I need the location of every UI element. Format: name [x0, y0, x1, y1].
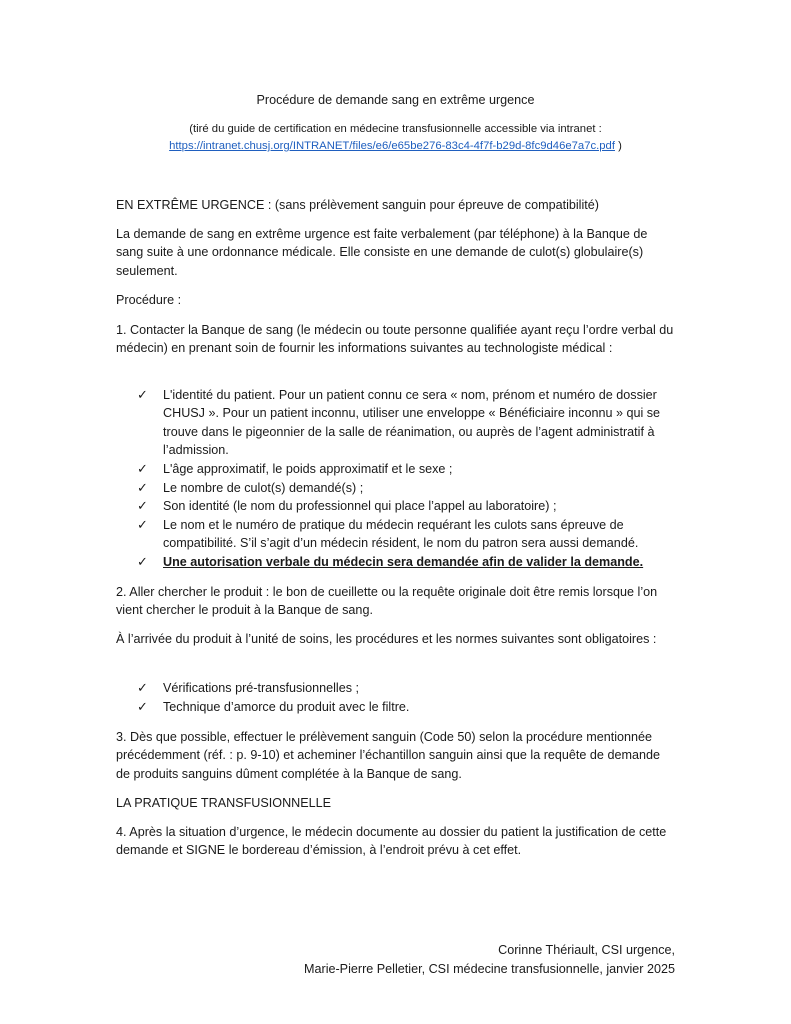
- check-icon: ✓: [137, 699, 148, 714]
- check-icon: ✓: [137, 387, 148, 402]
- source-close: ): [614, 140, 622, 152]
- intranet-link[interactable]: https://intranet.chusj.org/INTRANET/files/e6/e65be276-83c4-4f7f-b29d-8fc9d46e7a7c.pdf: [169, 140, 615, 152]
- step-2-paragraph: 2. Aller chercher le produit : le bon de cueillette ou la requête originale doit être remis lorsque l’on vient chercher le produit à la Banque de sang.: [116, 585, 658, 618]
- source-link-line: [0, 140, 791, 152]
- list-item-age-weight: L'âge approximatif, le poids approximatif et le sexe ;: [163, 462, 453, 476]
- list-item-caller-identity: Son identité (le nom du professionnel qui place l’appel au laboratoire) ;: [163, 499, 557, 513]
- list-item-patient-identity: L'identité du patient. Pour un patient connu ce sera « nom, prénom et numéro de dossier CHUSJ ». Pour un patient inconnu, utiliser une enveloppe « Bénéficiaire inconnu » qui se trouve dans le pigeonnier de la salle de réanimation, ou auprès de l’agent administratif à l’admission.: [163, 388, 661, 457]
- step-4-paragraph: 4. Après la situation d’urgence, le médecin documente au dossier du patient la justification de cette demande et SIGNE le bordereau d’émission, à l’endroit prévu à cet effet.: [116, 825, 667, 858]
- section-heading-extreme-urgency: EN EXTRÊME URGENCE : (sans prélèvement sanguin pour épreuve de compatibilité): [116, 198, 599, 212]
- list-item-physician-info: Le nom et le numéro de pratique du médecin requérant les culots sans épreuve de compatibilité. S’il s’agit d’un médecin résident, le nom du patron sera aussi demandé.: [163, 518, 639, 551]
- document-title: Procédure de demande sang en extrême urgence: [256, 93, 535, 107]
- check-icon: ✓: [137, 461, 148, 476]
- list-item-unit-count: Le nombre de culot(s) demandé(s) ;: [163, 481, 364, 495]
- procedure-label: Procédure :: [116, 293, 182, 307]
- check-icon: ✓: [137, 498, 148, 513]
- list-item-priming-technique: Technique d’amorce du produit avec le filtre.: [163, 700, 410, 714]
- source-note: (tiré du guide de certification en médecine transfusionnelle accessible via intranet :: [189, 123, 602, 135]
- check-icon: ✓: [137, 480, 148, 495]
- list-item-pretransfusion-checks: Vérifications pré-transfusionnelles ;: [163, 681, 359, 695]
- signature-line-2: Marie-Pierre Pelletier, CSI médecine transfusionnelle, janvier 2025: [304, 962, 675, 976]
- step-1-paragraph: 1. Contacter la Banque de sang (le médecin ou toute personne qualifiée ayant reçu l’ordre verbal du médecin) en prenant soin de fournir les informations suivantes au technologiste médical :: [116, 323, 674, 356]
- check-icon: ✓: [137, 554, 148, 569]
- arrival-paragraph: À l’arrivée du produit à l’unité de soins, les procédures et les normes suivantes sont obligatoires :: [116, 632, 657, 646]
- check-icon: ✓: [137, 517, 148, 532]
- intro-paragraph: La demande de sang en extrême urgence est faite verbalement (par téléphone) à la Banque de sang suite à une ordonnance médicale. Elle consiste en une demande de culot(s) globulaire(s) seulement.: [116, 227, 648, 278]
- check-icon: ✓: [137, 680, 148, 695]
- signature-line-1: Corinne Thériault, CSI urgence,: [498, 943, 675, 957]
- section-heading-transfusion-practice: LA PRATIQUE TRANSFUSIONNELLE: [116, 796, 332, 810]
- list-item-verbal-authorization: Une autorisation verbale du médecin sera demandée afin de valider la demande.: [163, 555, 644, 569]
- step-3-paragraph: 3. Dès que possible, effectuer le prélèvement sanguin (Code 50) selon la procédure mentionnée précédemment (réf. : p. 9-10) et acheminer l’échantillon sanguin ainsi que la requête de demande de produits sanguins dûment complétée à la Banque de sang.: [116, 730, 660, 781]
